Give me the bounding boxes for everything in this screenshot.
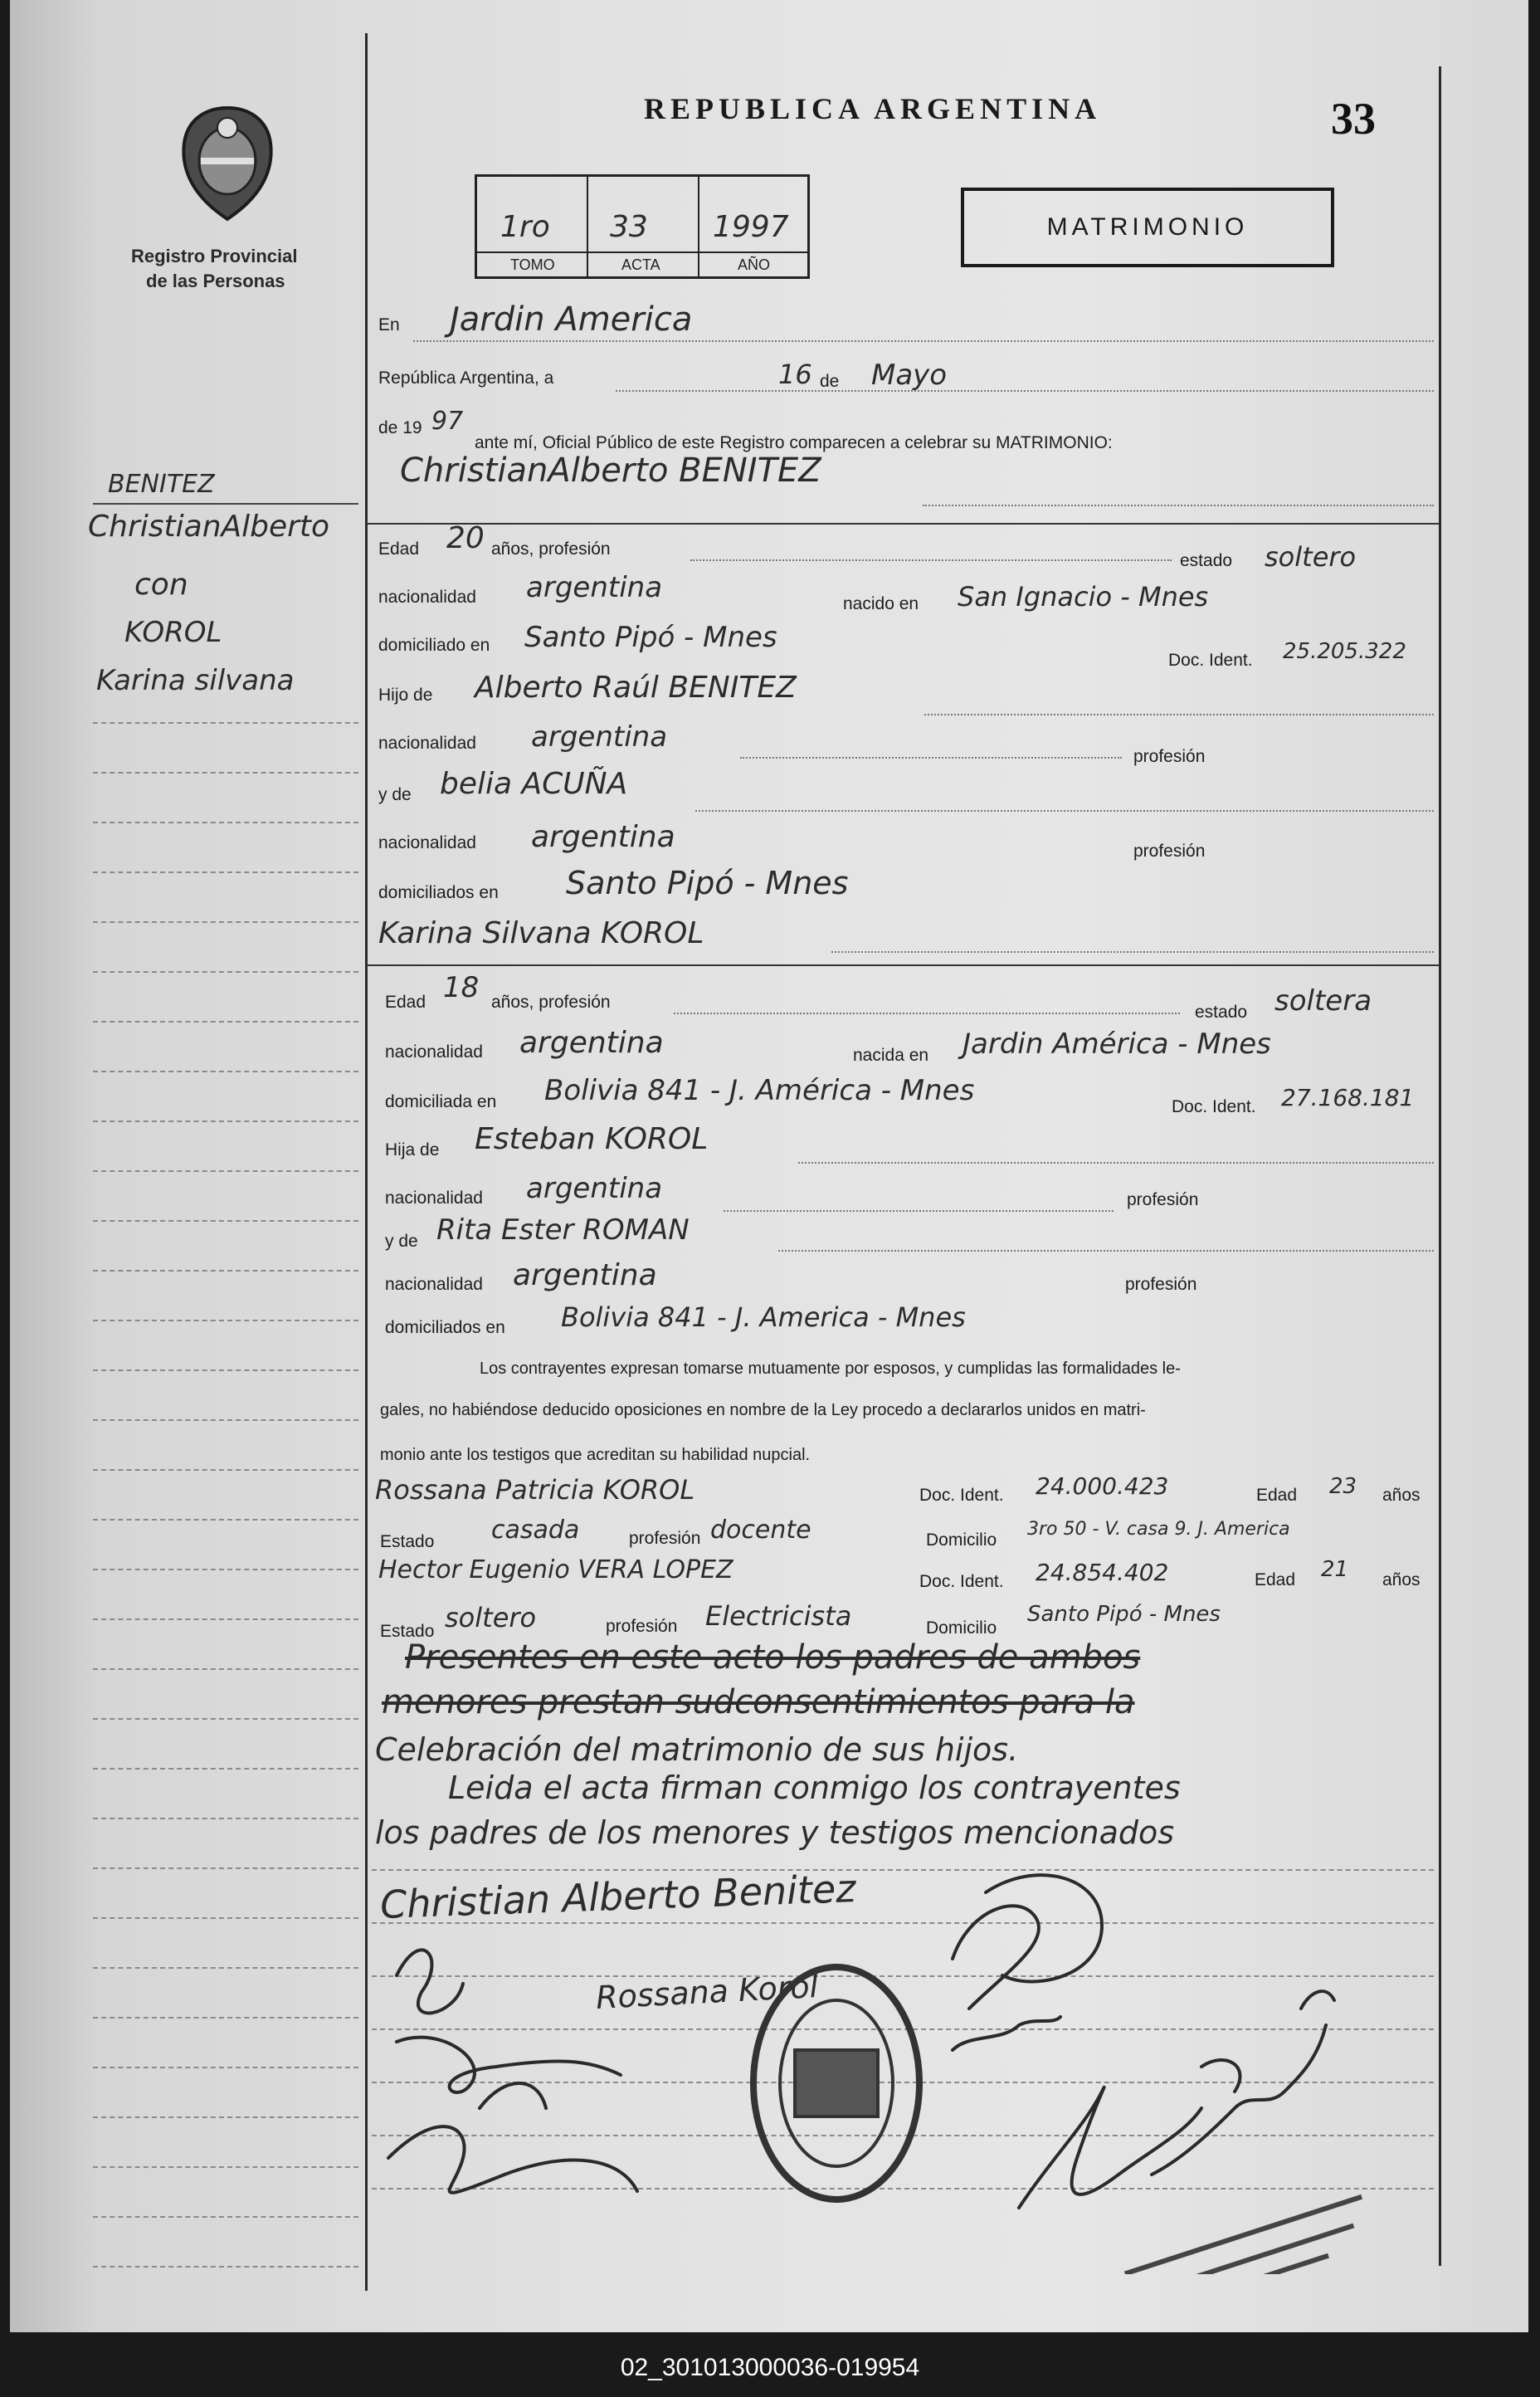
witness2-age: 21 — [1321, 1557, 1349, 1582]
de-label: de — [820, 372, 840, 391]
bride-estado: soltera — [1274, 984, 1372, 1018]
tomo-label: TOMO — [510, 256, 555, 273]
witness1-anos-label: años — [1382, 1486, 1421, 1505]
bride-domicile: Bolivia 841 - J. América - Mnes — [544, 1074, 975, 1107]
groom-father-nat-label: nacionalidad — [378, 734, 476, 753]
margin-given-names: ChristianAlberto — [88, 510, 330, 544]
file-id: 02_301013000036-019954 — [620, 2354, 920, 2381]
bride-estado-label: estado — [1195, 1003, 1248, 1022]
month-value: Mayo — [871, 359, 948, 392]
record-box — [475, 174, 810, 279]
ano-label: AÑO — [738, 256, 771, 273]
witness1-edad-label: Edad — [1256, 1486, 1298, 1505]
bride-nationality: argentina — [519, 1026, 664, 1060]
bride-domiciliada-label: domiciliada en — [385, 1092, 497, 1111]
bride-yde-label: y de — [385, 1232, 418, 1251]
bride-mother-nationality: argentina — [513, 1258, 657, 1292]
groom-domiciliado-label: domiciliado en — [378, 636, 490, 655]
groom-estado-label: estado — [1180, 551, 1233, 570]
witness1-domicilio-label: Domicilio — [926, 1530, 997, 1550]
bride-edad-label: Edad — [385, 993, 426, 1012]
delegation-stamp — [1125, 2197, 1376, 2274]
margin-bride-given: Karina silvana — [96, 664, 295, 697]
groom-mother-nat-label: nacionalidad — [378, 833, 476, 852]
witness1-estado: casada — [491, 1516, 580, 1545]
left-margin-line — [365, 33, 368, 2291]
declaration-line3: monio ante los testigos que acreditan su habilidad nupcial. — [380, 1446, 811, 1464]
groom-edad-label: Edad — [378, 539, 420, 559]
note-line5: los padres de los menores y testigos mencionados — [375, 1814, 1175, 1851]
year-prefix: de 19 — [378, 418, 422, 437]
bride-father-nat-label: nacionalidad — [385, 1189, 483, 1208]
witness2-name: Hector Eugenio VERA LOPEZ — [378, 1555, 733, 1584]
bride-age: 18 — [443, 971, 480, 1004]
tomo-value: 1ro — [500, 210, 550, 244]
ano-value: 1997 — [713, 210, 789, 244]
intro-statement: ante mí, Oficial Público de este Registro comparecen a celebrar su MATRIMONIO: — [475, 433, 1113, 452]
witness1-estado-label: Estado — [380, 1532, 435, 1551]
bride-father: Esteban KOROL — [475, 1122, 709, 1156]
country-title: REPUBLICA ARGENTINA — [644, 92, 1102, 125]
groom-doc: 25.205.322 — [1283, 639, 1406, 664]
bride-mother-nat-label: nacionalidad — [385, 1275, 483, 1294]
republica-label: República Argentina, a — [378, 369, 554, 388]
witness2-domicilio-label: Domicilio — [926, 1618, 997, 1638]
groom-mother-nationality: argentina — [531, 820, 675, 854]
groom-birthplace: San Ignacio - Mnes — [958, 581, 1209, 613]
groom-full-name: ChristianAlberto BENITEZ — [400, 452, 821, 490]
en-label: En — [378, 315, 400, 334]
groom-nacionalidad-label: nacionalidad — [378, 588, 476, 607]
agency-name-line1: Registro Provincial — [131, 246, 298, 266]
document-type-box — [961, 188, 1334, 267]
witness1-name: Rossana Patricia KOROL — [375, 1474, 695, 1506]
groom-domicile: Santo Pipó - Mnes — [524, 621, 777, 654]
witness2-profession: Electricista — [705, 1600, 852, 1632]
bride-full-name: Karina Silvana KOROL — [378, 916, 704, 950]
bride-anos-profesion-label: años, profesión — [491, 993, 611, 1012]
witness2-estado: soltero — [445, 1602, 537, 1633]
witness2-domicile: Santo Pipó - Mnes — [1027, 1602, 1221, 1627]
margin-surname: BENITEZ — [108, 470, 215, 499]
bride-doc: 27.168.181 — [1281, 1084, 1415, 1111]
witness1-domicile: 3ro 50 - V. casa 9. J. America — [1027, 1519, 1290, 1540]
groom-father: Alberto Raúl BENITEZ — [475, 671, 797, 705]
page-number: 33 — [1331, 94, 1376, 144]
bride-parents-domicile: Bolivia 841 - J. America - Mnes — [561, 1301, 966, 1333]
note-line1: Presentes en este acto los padres de ambos — [405, 1638, 1141, 1677]
bride-father-profesion-label: profesión — [1127, 1190, 1199, 1209]
bride-mother-profesion-label: profesión — [1125, 1275, 1197, 1294]
groom-doc-label: Doc. Ident. — [1168, 651, 1253, 670]
register-page — [10, 0, 1528, 2332]
witness2-doc-label: Doc. Ident. — [919, 1572, 1004, 1591]
groom-father-profesion-label: profesión — [1133, 747, 1206, 766]
witness2-profesion-label: profesión — [606, 1617, 678, 1636]
groom-father-nationality: argentina — [531, 720, 668, 754]
note-line4: Leida el acta firman conmigo los contrayentes — [448, 1770, 1181, 1806]
margin-bride-surname: KOROL — [124, 616, 222, 649]
witness1-doc-label: Doc. Ident. — [919, 1486, 1004, 1505]
groom-yde-label: y de — [378, 785, 412, 804]
bride-nacida-label: nacida en — [853, 1046, 929, 1065]
witness1-profesion-label: profesión — [629, 1529, 701, 1548]
document-type: MATRIMONIO — [1046, 213, 1249, 241]
declaration-line1: Los contrayentes expresan tomarse mutuamente por esposos, y cumplidas las formalidades le- — [480, 1360, 1181, 1378]
witness1-profession: docente — [710, 1516, 811, 1545]
margin-con: con — [134, 568, 188, 602]
acta-value: 33 — [610, 210, 648, 244]
signature-groom: Christian Alberto Benitez — [379, 1866, 857, 1927]
witness1-doc: 24.000.423 — [1036, 1472, 1169, 1500]
bride-nacionalidad-label: nacionalidad — [385, 1042, 483, 1062]
groom-parents-domicile: Santo Pipó - Mnes — [566, 865, 849, 901]
bride-doc-label: Doc. Ident. — [1172, 1097, 1256, 1116]
bride-hija-label: Hija de — [385, 1140, 440, 1159]
signature-scribbles — [372, 1859, 1442, 2274]
year-suffix: 97 — [431, 407, 464, 436]
coat-of-arms-seal — [173, 103, 282, 226]
witness2-anos-label: años — [1382, 1570, 1421, 1589]
note-line2: menores prestan sudconsentimientos para la — [382, 1683, 1135, 1721]
bride-father-nationality: argentina — [526, 1172, 663, 1205]
witness2-doc: 24.854.402 — [1036, 1559, 1169, 1586]
witness2-edad-label: Edad — [1255, 1570, 1296, 1589]
groom-mother: belia ACUÑA — [440, 767, 628, 801]
acta-label: ACTA — [621, 256, 660, 273]
groom-anos-profesion-label: años, profesión — [491, 539, 611, 559]
bride-domiciliados-label: domiciliados en — [385, 1318, 505, 1337]
groom-age: 20 — [446, 521, 485, 555]
groom-hijo-label: Hijo de — [378, 686, 433, 705]
groom-estado: soltero — [1265, 541, 1357, 573]
bride-birthplace: Jardin América - Mnes — [962, 1028, 1271, 1061]
groom-nacido-label: nacido en — [843, 594, 919, 613]
day-value: 16 — [778, 359, 812, 390]
bride-mother: Rita Ester ROMAN — [436, 1213, 690, 1247]
witness2-estado-label: Estado — [380, 1622, 435, 1641]
declaration-line2: gales, no habiéndose deducido oposiciones en nombre de la Ley procedo a declararlos unidos en matri- — [380, 1401, 1146, 1419]
groom-mother-profesion-label: profesión — [1133, 842, 1206, 861]
witness1-age: 23 — [1329, 1474, 1357, 1499]
note-line3: Celebración del matrimonio de sus hijos. — [375, 1731, 1019, 1768]
groom-domiciliados-label: domiciliados en — [378, 883, 499, 902]
agency-name-line2: de las Personas — [146, 271, 285, 291]
signature-witness: Rossana Korol — [595, 1968, 820, 2016]
place-value: Jardin America — [450, 300, 693, 339]
groom-nationality: argentina — [526, 571, 663, 604]
official-stamp — [753, 1967, 919, 2199]
